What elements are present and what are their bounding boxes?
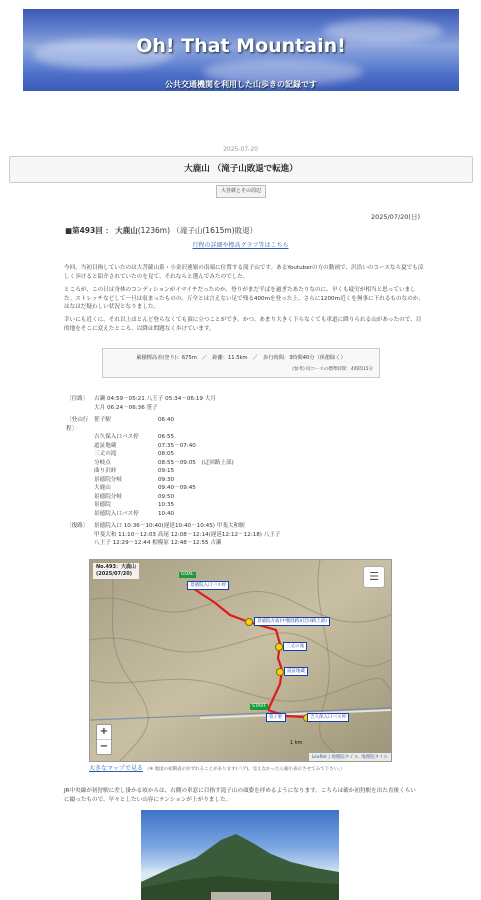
mountain-photo-image bbox=[141, 810, 339, 900]
hike-time: 08:05 bbox=[158, 451, 175, 457]
return-line: 景徳院入口 10:36－10:40(遅延10:40－10:45) 甲斐大和駅 bbox=[94, 523, 245, 529]
map-label-bunki[interactable]: 景徳院方面(中腹経路)(迂回路上部) bbox=[254, 617, 330, 626]
schedule bbox=[66, 395, 281, 548]
category-tag-button[interactable]: 大菩薩とその周辺 bbox=[216, 185, 266, 198]
hike-time: 06:55 bbox=[158, 434, 175, 440]
map-title bbox=[93, 563, 139, 579]
post-heading bbox=[65, 225, 257, 236]
layers-icon[interactable]: ☰ bbox=[363, 566, 385, 588]
map-link-row bbox=[89, 763, 345, 772]
return-line: 甲斐大和 11:10－12:03 高尾 12:08－12:14(遅延12:12－12:18) 八王子 bbox=[94, 531, 281, 538]
hike-time: 07:35－07:40 bbox=[158, 442, 196, 449]
site-title[interactable]: Oh! That Mountain! bbox=[136, 35, 346, 57]
map-label-sasago[interactable]: 笹子駅 bbox=[266, 713, 286, 722]
post-date-top: 2025-07-20 bbox=[223, 146, 258, 153]
waypoint-pin[interactable] bbox=[276, 668, 284, 676]
large-map-link[interactable]: 大きなマップで見る bbox=[89, 765, 143, 772]
start-marker[interactable]: START bbox=[252, 704, 266, 709]
stats-reference: (参考) 同コースの標準時間：4時間15分 bbox=[292, 367, 373, 372]
hike-time: 09:30 bbox=[158, 476, 175, 483]
outbound-line: 吉瀬 04:59－05:21 八王子 05:34－06:19 大月 bbox=[94, 396, 216, 402]
paragraph-2: ところが、この日は身体のコンディションがイマイチだったのか、登りがまだ半ばを過ぎたあたりなのに、早くも疲労が相当と思っていました。ストレッチなどして一旦は収まったものの、万全とは言えない足で残る400mを登った上、さらに1200m近くを無事に下れるものなのか、はなはだ疑わしい状況となりました。 bbox=[64, 287, 424, 311]
map-label-yoshikubo[interactable]: 吉久保入口バス停 bbox=[307, 713, 349, 722]
paragraph-1: 今回、当初目指していたのは大菩薩山系・小金沢連嶺の南端に位置する滝子山です。あるYoutuberの方の動画で、沢沿いのコースなら夏でも涼しく歩けると紹介されていたのを見て、それならと選んでみたのでした。 bbox=[64, 265, 424, 280]
hike-point: 大鹿山 bbox=[94, 485, 111, 491]
route-detail-link[interactable]: 行程の詳細や標高グラフ等はこちら bbox=[192, 242, 289, 249]
post-title: 大鹿山 （滝子山敗退で転進） bbox=[184, 164, 298, 174]
hike-point: 景徳院入口バス停 bbox=[94, 510, 139, 517]
return-label: 〔復路〕 bbox=[66, 523, 89, 529]
hike-time: 10:40 bbox=[158, 510, 175, 517]
stats-main: 累積標高差(登り)：675m ／ 距離：11.5km ／ 歩行時間：3時間40分（休憩除く） bbox=[136, 355, 346, 361]
site-banner[interactable] bbox=[23, 9, 459, 91]
hike-time: 10:35 bbox=[158, 502, 175, 508]
map-scale: 1 km bbox=[290, 740, 303, 746]
map-title-line1: No.493：大鹿山 bbox=[96, 564, 136, 570]
heading-prefix: ■第493回 ： bbox=[65, 226, 113, 235]
map-terrain[interactable] bbox=[90, 560, 391, 761]
post-date: 2025/07/20(日) bbox=[370, 213, 420, 221]
zoom-in-button[interactable]: + bbox=[97, 725, 111, 740]
heading-peak: 大鹿山 bbox=[115, 226, 138, 235]
map-title-line2: (2025/07/20) bbox=[96, 571, 133, 577]
hike-point: 道証地蔵 bbox=[94, 442, 117, 449]
map-attribution[interactable]: Leaflet | 地理院タイル, 地理院タイル bbox=[309, 753, 391, 761]
outbound-label: 〔往路〕 bbox=[66, 396, 89, 402]
hike-point: 景徳院分岐 bbox=[94, 476, 122, 483]
hike-point: 分岐点 bbox=[94, 459, 111, 466]
after-map-paragraph: JR中央線が初狩駅に差し掛かる頃からは、右側の車窓に目指す滝子山の頭姿を拝めるようになります。こちらは確か初狩駅を出た直後くらいに撮ったもので、早々としたい山容にテンションが上がりました。 bbox=[64, 788, 416, 803]
hike-time: 09:40－09:45 bbox=[158, 485, 196, 491]
stats-box bbox=[102, 348, 380, 378]
hike-point: 三丈の滝 bbox=[94, 451, 117, 457]
hike-time: 09:50 bbox=[158, 493, 175, 500]
hike-point: 吉久保入口バス停 bbox=[94, 434, 139, 440]
hike-point: 笹子駅 bbox=[94, 417, 111, 423]
hike-label: 〔登山行程〕 bbox=[66, 417, 89, 432]
map-label-dosho[interactable]: 道証地蔵 bbox=[284, 667, 308, 676]
goal-marker[interactable]: GOAL bbox=[181, 572, 194, 577]
paragraph-3: 幸いにも近くに、それ以上ほとんど登らなくても頂に立つことができ、かつ、あまり大きく下らなくても車道に降りられる山があったので、目的地をそこに変えたところ、以降は問題なく歩けています。 bbox=[64, 317, 422, 332]
hike-time: 06:40 bbox=[158, 417, 175, 423]
site-subtitle: 公共交通機関を利用した山歩きの記録です bbox=[165, 80, 317, 89]
post-title-box bbox=[9, 156, 473, 183]
waypoint-pin[interactable] bbox=[275, 643, 283, 651]
hike-point: 曲り沢峠 bbox=[94, 468, 117, 474]
route-map[interactable] bbox=[89, 559, 392, 762]
map-note: （※ 地図の初期表示がずれることがあります(バグ)。見えなかったら縮小表示させてみて下さい。） bbox=[144, 767, 345, 772]
return-line: 八王子 12:29－12:44 相模原 12:48－12:55 吉瀬 bbox=[94, 540, 222, 546]
waypoint-pin[interactable] bbox=[245, 618, 253, 626]
hike-time: 09:15 bbox=[158, 468, 175, 474]
heading-rest: (1236m) （滝子山(1615m)敗退） bbox=[137, 226, 258, 235]
hike-point: 景徳院 bbox=[94, 502, 111, 508]
outbound-line: 大月 06:24－06:36 笹子 bbox=[94, 404, 158, 411]
hike-point: 景徳院分岐 bbox=[94, 493, 122, 500]
zoom-out-button[interactable]: − bbox=[99, 741, 109, 752]
zoom-control[interactable] bbox=[96, 724, 112, 755]
map-label-keitokuin-iriguchi[interactable]: 景徳院入口バス停 bbox=[187, 581, 229, 590]
hike-time: 08:55－09:05 (迂回路上部) bbox=[158, 459, 234, 466]
mountain-photo[interactable] bbox=[141, 810, 339, 900]
map-label-sanjo[interactable]: 三丈の滝 bbox=[283, 642, 307, 651]
